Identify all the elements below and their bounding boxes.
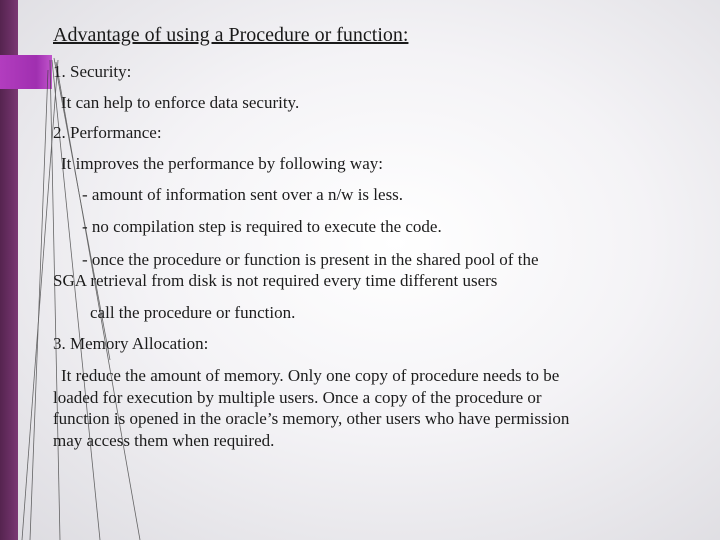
security-heading: 1. Security: <box>53 62 132 81</box>
memory-text-line-1: It reduce the amount of memory. Only one copy of procedure needs to be <box>61 366 560 385</box>
performance-point-1: - amount of information sent over a n/w is less. <box>82 185 404 204</box>
memory-text-line-3: function is opened in the oracle’s memory, other users who have permission <box>53 409 570 428</box>
slide-title: Advantage of using a Procedure or function: <box>53 24 409 46</box>
memory-text-line-2: loaded for execution by multiple users. Once a copy of the procedure or <box>53 388 542 407</box>
memory-heading: 3. Memory Allocation: <box>53 334 209 353</box>
title-accent-tab <box>0 55 52 89</box>
performance-point-3-line-2: SGA retrieval from disk is not required every time different users <box>53 271 498 290</box>
performance-point-3-line-3: call the procedure or function. <box>90 303 296 322</box>
performance-text: It improves the performance by following way: <box>61 154 383 173</box>
performance-heading: 2. Performance: <box>53 123 162 142</box>
memory-text-line-4: may access them when required. <box>53 431 275 450</box>
performance-point-2: - no compilation step is required to execute the code. <box>82 217 442 236</box>
security-text: It can help to enforce data security. <box>61 93 300 112</box>
performance-point-3-line-1: - once the procedure or function is present in the shared pool of the <box>82 250 539 269</box>
